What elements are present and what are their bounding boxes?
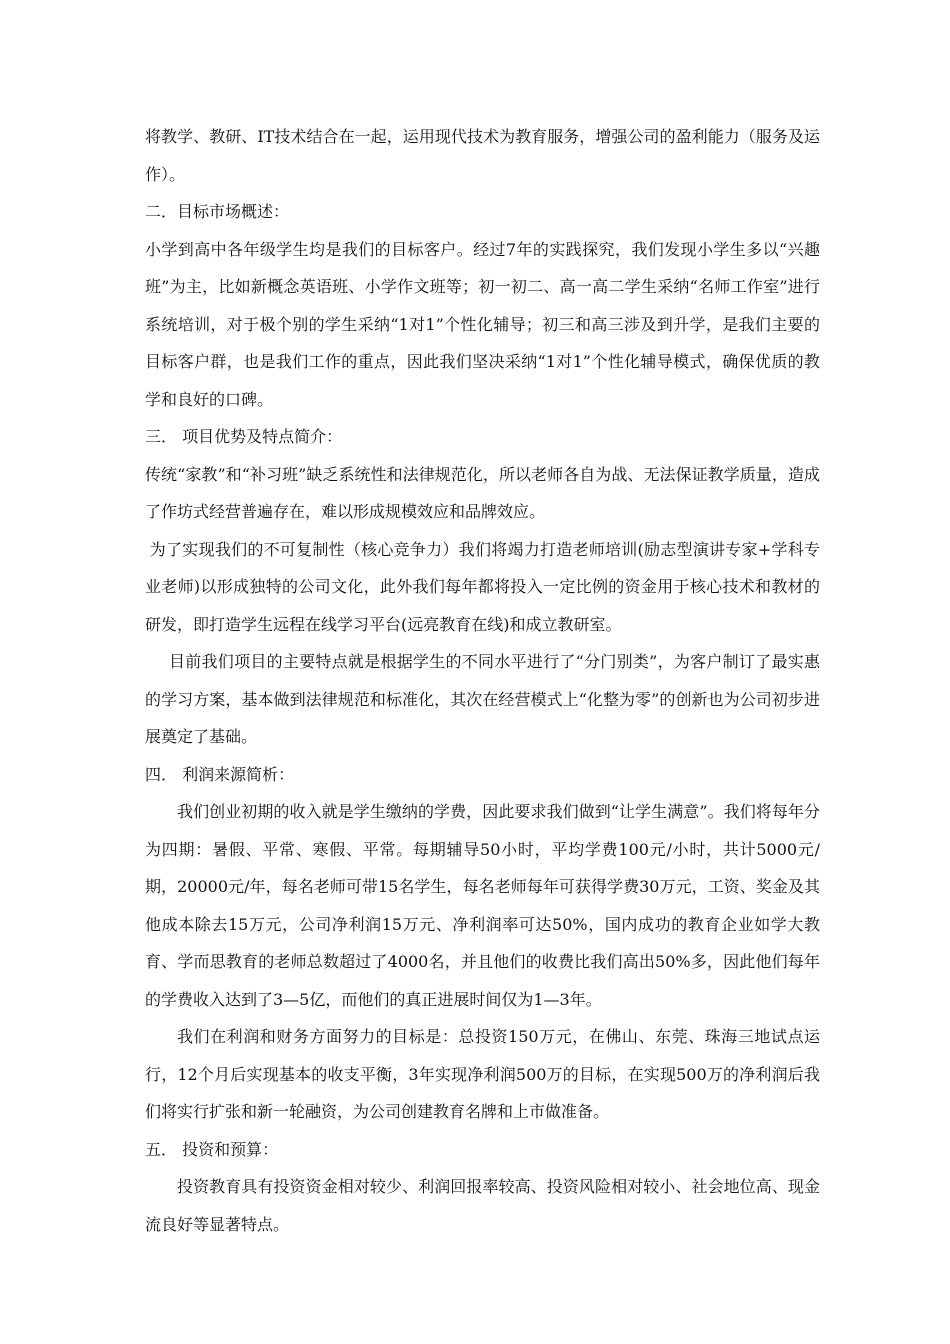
paragraph-profit-1: 我们创业初期的收入就是学生缴纳的学费，因此要求我们做到“让学生满意”。我们将每年分为四期：暑假、平常、寒假、平常。每期辅导50小时，平均学费100元/小时，共计5000元/期，20000元/年，每名老师可带15名学生，每名老师每年可获得学费30万元，工资、奖金及其他成本除去15万元，公司净利润15万元、净利润率可达50%，国内成功的教育企业如学大教育、学而思教育的老师总数超过了4000名，并且他们的收费比我们高出50%多，因此他们每年的学费收入达到了3—5亿，而他们的真正进展时间仅为1—3年。: [145, 802, 820, 1009]
section-heading-profit-source: 四． 利润来源简析：: [145, 764, 295, 784]
paragraph-investment: 投资教育具有投资资金相对较少、利润回报率较高、投资风险相对较小、社会地位高、现金流良好等显著特点。: [145, 1177, 820, 1234]
section-heading-target-market: 二．目标市场概述：: [145, 202, 290, 221]
paragraph-advantages-3: 目前我们项目的主要特点就是根据学生的不同水平进行了“分门别类”，为客户制订了最实惠的学习方案，基本做到法律规范和标准化，其次在经营模式上“化整为零”的创新也为公司初步进展奠定了基础。: [145, 652, 820, 746]
document-page: [145, 118, 820, 1243]
paragraph-intro: 将教学、教研、IT技术结合在一起，运用现代技术为教育服务，增强公司的盈利能力（服务及运作）。: [145, 127, 820, 184]
section-heading-investment-budget: 五． 投资和预算：: [145, 1139, 279, 1159]
section-heading-project-advantages: 三． 项目优势及特点简介：: [145, 427, 343, 446]
paragraph-target-market: 小学到高中各年级学生均是我们的目标客户。经过7年的实践探究，我们发现小学生多以“兴趣班”为主，比如新概念英语班、小学作文班等；初一初二、高一高二学生采纳“名师工作室”进行系统培训，对于极个别的学生采纳“1对1”个性化辅导；初三和高三涉及到升学，是我们主要的目标客户群，也是我们工作的重点，因此我们坚决采纳“1对1”个性化辅导模式，确保优质的教学和良好的口碑。: [145, 239, 820, 409]
paragraph-advantages-2: 为了实现我们的不可复制性（核心竞争力）我们将竭力打造老师培训(励志型演讲专家+学科专业老师)以形成独特的公司文化，此外我们每年都将投入一定比例的资金用于核心技术和教材的研发，即打造学生远程在线学习平台(远亮教育在线)和成立教研室。: [145, 539, 820, 634]
paragraph-advantages-1: 传统“家教”和“补习班”缺乏系统性和法律规范化，所以老师各自为战、无法保证教学质量，造成了作坊式经营普遍存在，难以形成规模效应和品牌效应。: [145, 464, 820, 521]
paragraph-profit-2: 我们在利润和财务方面努力的目标是：总投资150万元，在佛山、东莞、珠海三地试点运行，12个月后实现基本的收支平衡，3年实现净利润500万的目标，在实现500万的净利润后我们将实行扩张和新一轮融资，为公司创建教育名牌和上市做准备。: [145, 1027, 820, 1121]
